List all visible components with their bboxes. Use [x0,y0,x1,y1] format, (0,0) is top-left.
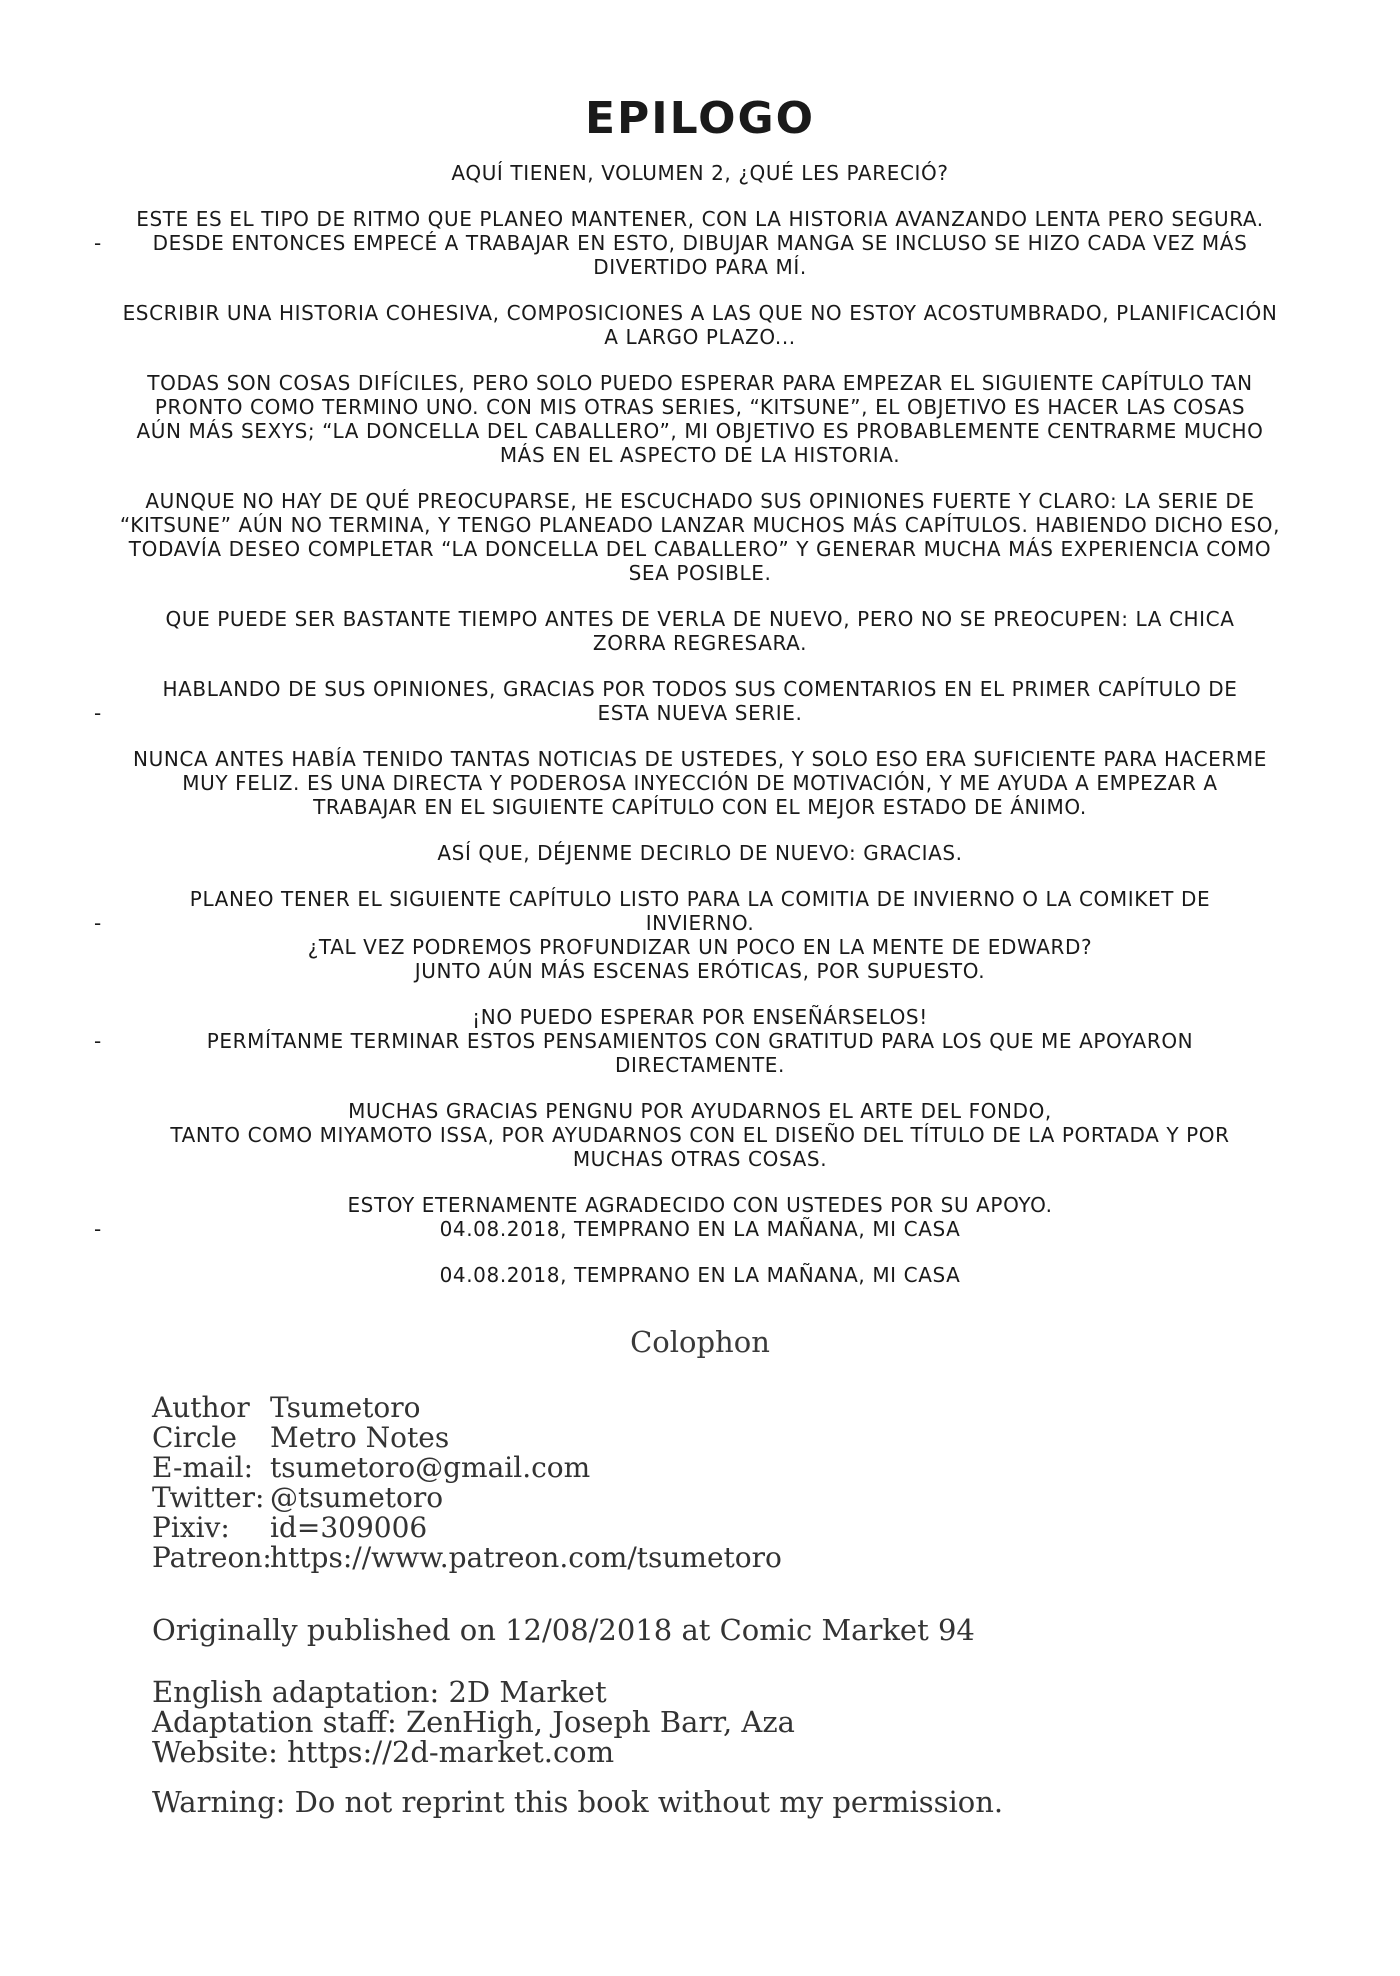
field-label: Pixiv: [152,1511,230,1544]
epilogue-paragraph [90,301,1310,349]
epilogue-line: DESDE ENTONCES EMPECÉ A TRABAJAR EN ESTO, DIBUJAR MANGA SE INCLUSO SE HIZO CADA VEZ MÁS [152,231,1248,256]
epilogue-line: AQUÍ TIENEN, VOLUMEN 2, ¿QUÉ LES PARECIÓ? [451,161,949,186]
epilogue-line: PLANEO TENER EL SIGUIENTE CAPÍTULO LISTO PARA LA COMITIA DE INVIERNO O LA COMIKET DE [189,887,1211,912]
field-value: Tsumetoro [270,1391,421,1424]
colophon-field [152,1423,782,1453]
paragraph-dash: - [94,231,102,256]
paragraph-dash: - [94,1029,102,1054]
epilogue-paragraph [90,677,1310,725]
colophon-title: Colophon [630,1325,770,1359]
field-value: id=309006 [270,1511,428,1544]
epilogue-line: ESTA NUEVA SERIE. [597,701,803,726]
epilogue-line: SEA POSIBLE. [628,561,772,586]
adaptation-credits [152,1677,795,1767]
epilogue-line: MUCHAS OTRAS COSAS. [572,1147,828,1172]
epilogue-line: TANTO COMO MIYAMOTO ISSA, POR AYUDARNOS CON EL DISEÑO DEL TÍTULO DE LA PORTADA Y POR [170,1123,1230,1148]
field-value: tsumetoro@gmail.com [270,1451,591,1484]
epilogue-line: TRABAJAR EN EL SIGUIENTE CAPÍTULO CON EL MEJOR ESTADO DE ÁNIMO. [313,795,1087,820]
epilogue-line: ESTE ES EL TIPO DE RITMO QUE PLANEO MANTENER, CON LA HISTORIA AVANZANDO LENTA PERO SEGURA. [136,207,1264,232]
epilogue-line: PERMÍTANME TERMINAR ESTOS PENSAMIENTOS CON GRATITUD PARA LOS QUE ME APOYARON [206,1029,1194,1054]
field-label: Patreon: [152,1541,272,1574]
epilogue-paragraph [90,1193,1310,1241]
epilogue-paragraph [90,371,1310,467]
epilogue-line: TODAVÍA DESEO COMPLETAR “LA DONCELLA DEL CABALLERO” Y GENERAR MUCHA MÁS EXPERIENCIA COMO [128,537,1272,562]
colophon-field [152,1453,782,1483]
epilogue-paragraph [90,841,1310,865]
epilogue-line: DIRECTAMENTE. [614,1053,785,1078]
epilogue-section [90,95,1310,1309]
field-label: Author [152,1391,250,1424]
field-value: Metro Notes [270,1421,450,1454]
adaptation-line: English adaptation: 2D Market [152,1675,607,1709]
epilogue-paragraph [90,1263,1310,1287]
publication-note: Originally published on 12/08/2018 at Comic Market 94 [152,1613,975,1647]
colophon-field [152,1543,782,1573]
epilogue-line: AÚN MÁS SEXYS; “LA DONCELLA DEL CABALLERO”, MI OBJETIVO ES PROBABLEMENTE CENTRARME MUCHO [136,419,1264,444]
epilogue-line: PRONTO COMO TERMINO UNO. CON MIS OTRAS SERIES, “KITSUNE”, EL OBJETIVO ES HACER LAS COSAS [154,395,1246,420]
reprint-warning: Warning: Do not reprint this book without my permission. [152,1785,1004,1819]
epilogue-line: ¡NO PUEDO ESPERAR POR ENSEÑÁRSELOS! [472,1005,928,1030]
epilogue-line: 04.08.2018, TEMPRANO EN LA MAÑANA, MI CASA [439,1217,961,1242]
epilogue-line: TODAS SON COSAS DIFÍCILES, PERO SOLO PUEDO ESPERAR PARA EMPEZAR EL SIGUIENTE CAPÍTULO TAN [147,371,1253,396]
epilogue-paragraph [90,887,1310,983]
epilogue-line: HABLANDO DE SUS OPINIONES, GRACIAS POR TODOS SUS COMENTARIOS EN EL PRIMER CAPÍTULO DE [162,677,1238,702]
colophon-field [152,1483,782,1513]
epilogue-line: INVIERNO. [645,911,755,936]
epilogue-line: QUE PUEDE SER BASTANTE TIEMPO ANTES DE VERLA DE NUEVO, PERO NO SE PREOCUPEN: LA CHICA [165,607,1235,632]
epilogue-title: EPILOGO [584,93,816,144]
colophon-field [152,1393,782,1423]
paragraph-dash: - [94,911,102,936]
colophon-fields [152,1393,782,1573]
epilogue-line: “KITSUNE” AÚN NO TERMINA, Y TENGO PLANEADO LANZAR MUCHOS MÁS CAPÍTULOS. HABIENDO DICHO ESO, [119,513,1281,538]
epilogue-line: 04.08.2018, TEMPRANO EN LA MAÑANA, MI CASA [439,1263,961,1288]
epilogue-paragraph [90,489,1310,585]
epilogue-line: JUNTO AÚN MÁS ESCENAS ERÓTICAS, POR SUPUESTO. [414,959,986,984]
paragraph-dash: - [94,1217,102,1242]
field-label: Circle [152,1421,237,1454]
colophon-section [0,1325,1400,1819]
epilogue-line: NUNCA ANTES HABÍA TENIDO TANTAS NOTICIAS DE USTEDES, Y SOLO ESO ERA SUFICIENTE PARA HACERME [133,747,1267,772]
epilogue-line: ESTOY ETERNAMENTE AGRADECIDO CON USTEDES POR SU APOYO. [347,1193,1053,1218]
epilogue-paragraph [90,207,1310,279]
field-value: https://www.patreon.com/tsumetoro [270,1541,782,1574]
paragraph-dash: - [94,701,102,726]
colophon-field [152,1513,782,1543]
field-value: @tsumetoro [270,1481,444,1514]
epilogue-line: ¿TAL VEZ PODREMOS PROFUNDIZAR UN POCO EN LA MENTE DE EDWARD? [307,935,1093,960]
epilogue-line: ESCRIBIR UNA HISTORIA COHESIVA, COMPOSICIONES A LAS QUE NO ESTOY ACOSTUMBRADO, PLANIFICACIÓN [122,301,1278,326]
epilogue-body [90,161,1310,1287]
field-label: Twitter: [152,1481,265,1514]
adaptation-line: Website: https://2d-market.com [152,1735,615,1769]
epilogue-paragraph [90,161,1310,185]
epilogue-line: A LARGO PLAZO... [604,325,796,350]
field-label: E-mail: [152,1451,254,1484]
epilogue-paragraph [90,1005,1310,1077]
epilogue-line: MUCHAS GRACIAS PENGNU POR AYUDARNOS EL ARTE DEL FONDO, [348,1099,1052,1124]
epilogue-line: ASÍ QUE, DÉJENME DECIRLO DE NUEVO: GRACIAS. [437,841,963,866]
adaptation-line: Adaptation staff: ZenHigh, Joseph Barr, Aza [152,1705,795,1739]
epilogue-line: MUY FELIZ. ES UNA DIRECTA Y PODEROSA INYECCIÓN DE MOTIVACIÓN, Y ME AYUDA A EMPEZAR A [182,771,1218,796]
epilogue-paragraph [90,1099,1310,1171]
epilogue-line: AUNQUE NO HAY DE QUÉ PREOCUPARSE, HE ESCUCHADO SUS OPINIONES FUERTE Y CLARO: LA SERIE DE [145,489,1255,514]
epilogue-line: DIVERTIDO PARA MÍ. [593,255,807,280]
epilogue-paragraph [90,747,1310,819]
epilogue-paragraph [90,607,1310,655]
epilogue-line: MÁS EN EL ASPECTO DE LA HISTORIA. [499,443,901,468]
epilogue-line: ZORRA REGRESARA. [592,631,808,656]
